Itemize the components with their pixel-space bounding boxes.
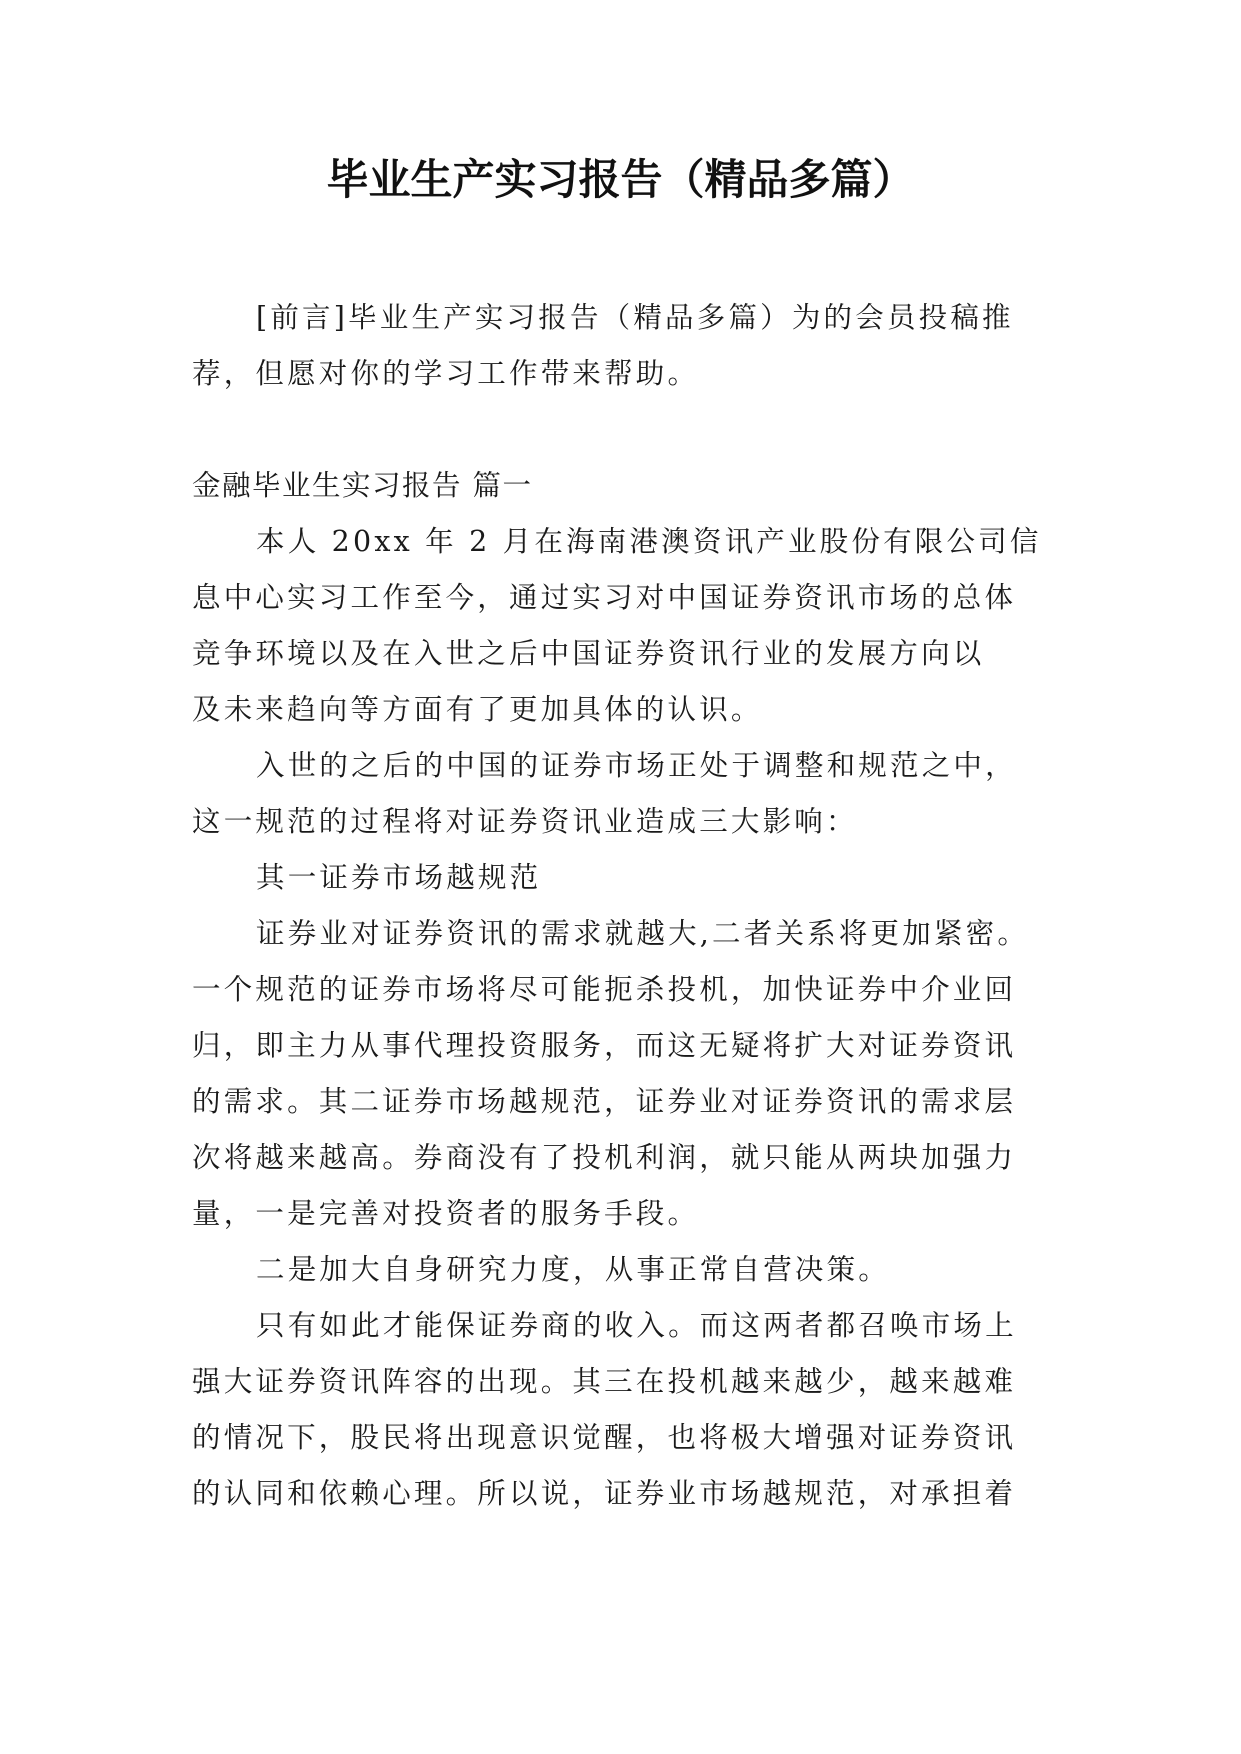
paragraph-line: 的需求。其二证券市场越规范，证券业对证券资讯的需求层 xyxy=(192,1085,1017,1118)
paragraph-line: 强大证券资讯阵容的出现。其三在投机越来越少，越来越难 xyxy=(192,1365,1017,1398)
paragraph-line: 这一规范的过程将对证券资讯业造成三大影响： xyxy=(192,805,858,838)
paragraph-line: 其一证券市场越规范 xyxy=(256,861,542,894)
paragraph xyxy=(192,906,1052,1242)
paragraph-line: 量，一是完善对投资者的服务手段。 xyxy=(192,1197,700,1230)
preface-line: 荐，但愿对你的学习工作带来帮助。 xyxy=(192,357,700,390)
paragraph-line: 入世的之后的中国的证券市场正处于调整和规范之中， xyxy=(256,749,1017,782)
paragraph xyxy=(192,1298,1052,1522)
paragraph-line: 归，即主力从事代理投资服务，而这无疑将扩大对证券资讯 xyxy=(192,1029,1017,1062)
paragraph xyxy=(192,850,1052,906)
paragraph-line: 只有如此才能保证券商的收入。而这两者都召唤市场上 xyxy=(256,1309,1017,1342)
paragraph-line: 的情况下，股民将出现意识觉醒，也将极大增强对证券资讯 xyxy=(192,1421,1017,1454)
document-title: 毕业生产实习报告（精品多篇） xyxy=(326,155,915,204)
paragraph xyxy=(192,738,1052,850)
paragraph xyxy=(192,514,1052,738)
paragraph-line: 证券业对证券资讯的需求就越大,二者关系将更加紧密。 xyxy=(256,917,1030,950)
paragraph-line: 息中心实习工作至今，通过实习对中国证券资讯市场的总体 xyxy=(192,581,1017,614)
paragraph-line: 本人 20xx 年 2 月在海南港澳资讯产业股份有限公司信 xyxy=(256,525,1042,558)
preface-line: [前言]毕业生产实习报告（精品多篇）为的会员投稿推 xyxy=(256,301,1014,334)
spacer xyxy=(192,402,1052,458)
paragraph-line: 次将越来越高。券商没有了投机利润，就只能从两块加强力 xyxy=(192,1141,1017,1174)
paragraph-line: 一个规范的证券市场将尽可能扼杀投机，加快证券中介业回 xyxy=(192,973,1017,1006)
paragraph-line: 的认同和依赖心理。所以说，证券业市场越规范，对承担着 xyxy=(192,1477,1017,1510)
paragraph xyxy=(192,1242,1052,1298)
section-heading: 金融毕业生实习报告 篇一 xyxy=(192,469,533,502)
paragraph-line: 竞争环境以及在入世之后中国证券资讯行业的发展方向以 xyxy=(192,637,985,670)
document-body xyxy=(192,290,1052,1522)
paragraph-line: 及未来趋向等方面有了更加具体的认识。 xyxy=(192,693,763,726)
paragraph-line: 二是加大自身研究力度，从事正常自营决策。 xyxy=(256,1253,891,1286)
preface-paragraph xyxy=(192,290,1052,402)
